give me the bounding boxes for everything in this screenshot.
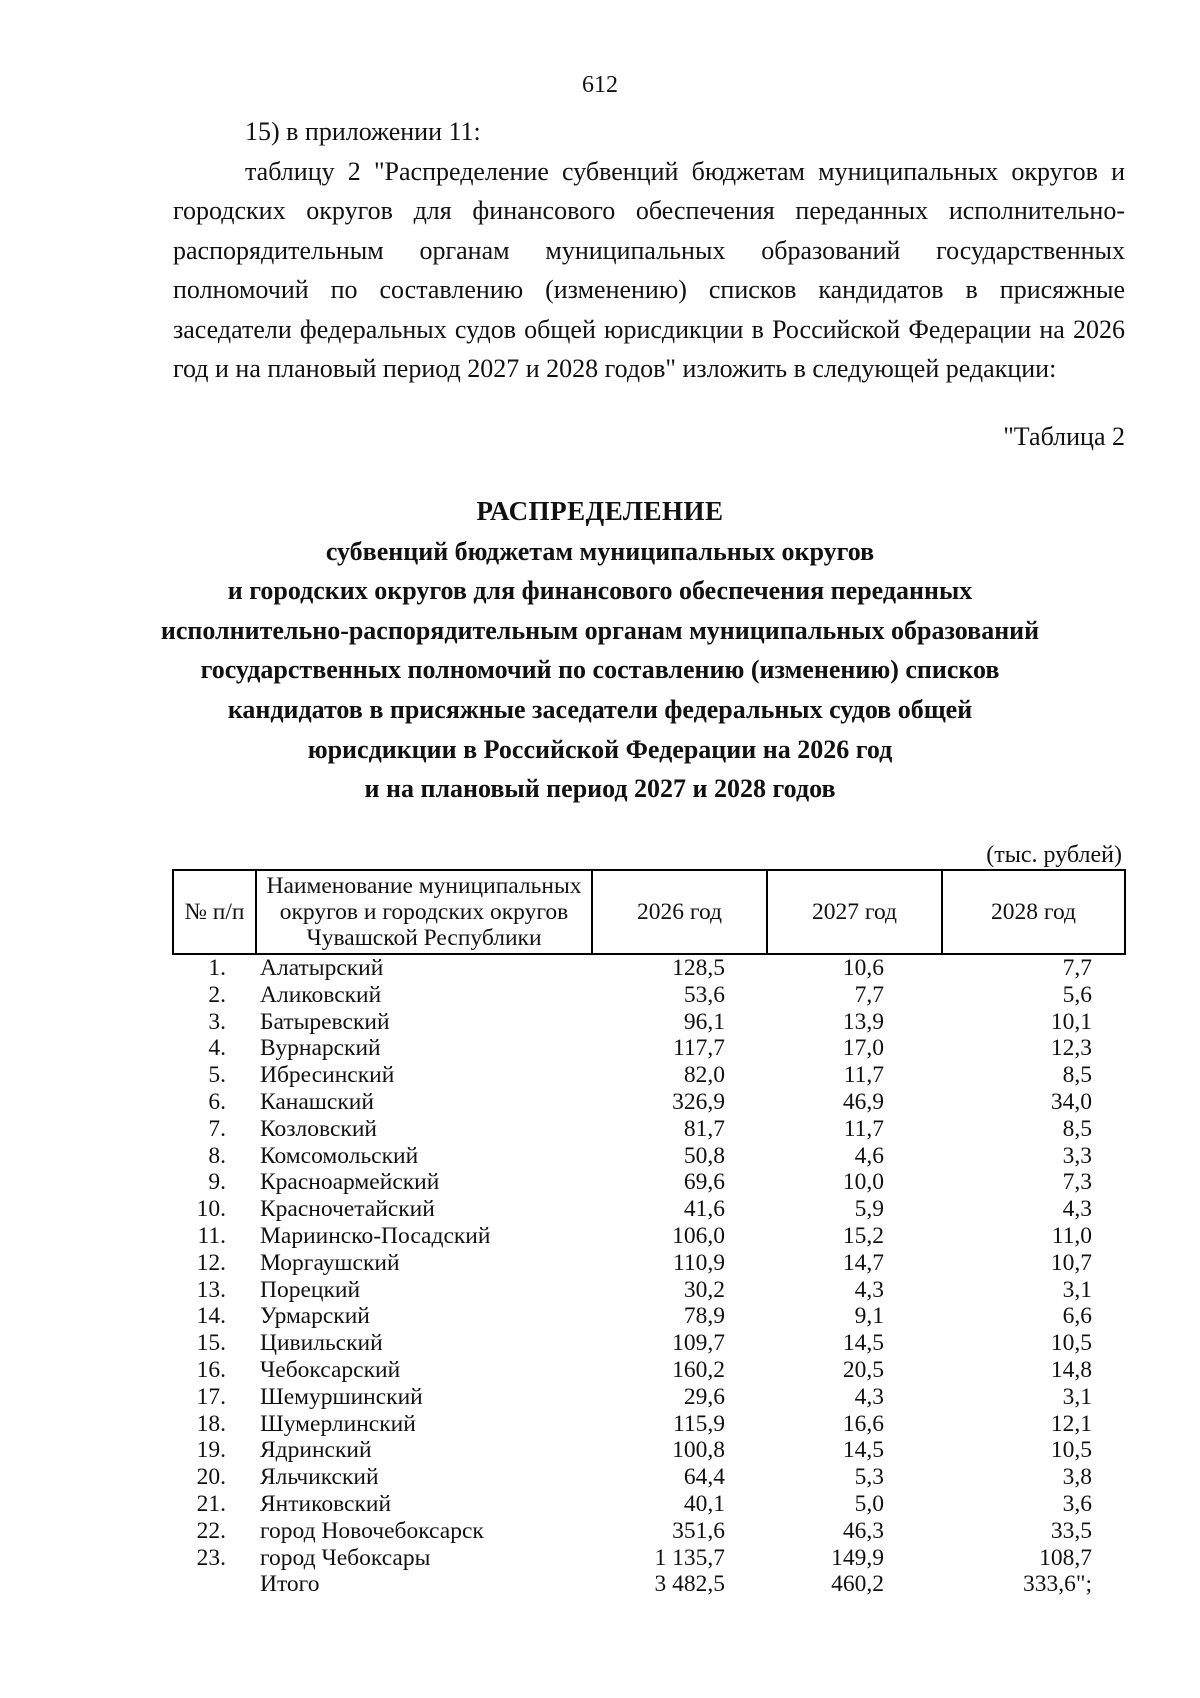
value-2028: 10,5	[1050, 1330, 1092, 1357]
table-row	[173, 982, 1125, 1009]
row-number: 7.	[208, 1115, 226, 1142]
value-2026: 41,6	[683, 1196, 725, 1223]
value-2026: 82,0	[683, 1062, 725, 1089]
table-row	[173, 1384, 1125, 1411]
row-name: Вурнарский	[260, 1035, 381, 1062]
value-2027: 460,2	[831, 1571, 884, 1598]
value-2027: 16,6	[842, 1410, 884, 1437]
units-note: (тыс. рублей)	[986, 842, 1122, 868]
row-name: Итого	[260, 1571, 320, 1598]
row-number: 10.	[196, 1196, 226, 1223]
value-2028: 34,0	[1050, 1088, 1092, 1115]
table-row	[173, 1116, 1125, 1143]
value-2026: 326,9	[672, 1088, 725, 1115]
row-number: 17.	[196, 1383, 226, 1410]
value-2028: 6,6	[1062, 1303, 1092, 1330]
value-2028: 3,1	[1062, 1276, 1092, 1303]
row-name: Шемуршинский	[260, 1383, 423, 1410]
row-number: 16.	[196, 1356, 226, 1383]
row-name: Шумерлинский	[260, 1410, 416, 1437]
value-2027: 5,3	[854, 1464, 884, 1491]
row-name: Батыревский	[260, 1008, 390, 1035]
header-2028: 2028 год	[942, 870, 1125, 954]
table-row	[173, 1089, 1125, 1116]
table-row	[173, 1357, 1125, 1384]
value-2027: 10,6	[842, 955, 884, 981]
value-2028: 10,1	[1050, 1008, 1092, 1035]
row-number: 3.	[208, 1008, 226, 1035]
value-2027: 5,9	[854, 1196, 884, 1223]
value-2027: 17,0	[842, 1035, 884, 1062]
document-title	[0, 492, 1200, 809]
header-name: Наименование муниципальных округов и городских округов Чувашской Республики	[256, 870, 592, 954]
title-line: исполнительно-распорядительным органам муниципальных образований	[160, 615, 1040, 645]
value-2026: 69,6	[683, 1169, 725, 1196]
value-2027: 11,7	[843, 1062, 884, 1089]
value-2028: 7,3	[1062, 1169, 1092, 1196]
intro-text	[173, 112, 1125, 389]
row-number: 1.	[208, 955, 226, 981]
value-2028: 108,7	[1039, 1544, 1092, 1571]
amendment-item: 15) в приложении 11:	[245, 117, 481, 146]
header-num: № п/п	[173, 870, 256, 954]
title-line: юрисдикции в Российской Федерации на 2026 год	[307, 734, 893, 764]
table-row	[173, 1223, 1125, 1250]
value-2027: 4,6	[854, 1142, 884, 1169]
value-2028: 14,8	[1050, 1356, 1092, 1383]
table-row	[173, 1437, 1125, 1464]
value-2027: 4,3	[854, 1276, 884, 1303]
row-name: Ядринский	[260, 1437, 372, 1464]
value-2028: 5,6	[1062, 981, 1092, 1008]
value-2027: 46,9	[842, 1088, 884, 1115]
table-row	[173, 1464, 1125, 1491]
value-2026: 160,2	[672, 1356, 725, 1383]
value-2028: 11,0	[1051, 1222, 1092, 1249]
row-number: 13.	[196, 1276, 226, 1303]
table-row	[173, 1518, 1125, 1545]
row-name: Цивильский	[260, 1330, 383, 1357]
value-2028: 8,5	[1062, 1115, 1092, 1142]
value-2028: 12,1	[1050, 1410, 1092, 1437]
value-2026: 81,7	[683, 1115, 725, 1142]
value-2028: 8,5	[1062, 1062, 1092, 1089]
value-2028: 3,3	[1062, 1142, 1092, 1169]
value-2028: 3,1	[1062, 1383, 1092, 1410]
value-2027: 13,9	[842, 1008, 884, 1035]
value-2027: 9,1	[854, 1303, 884, 1330]
row-name: Алатырский	[260, 955, 384, 981]
value-2026: 109,7	[672, 1330, 725, 1357]
value-2026: 1 135,7	[654, 1544, 725, 1571]
value-2027: 10,0	[842, 1169, 884, 1196]
title-line: государственных полномочий по составлению (изменению) списков	[200, 655, 1000, 685]
amendment-body: таблицу 2 "Распределение субвенций бюджетам муниципальных округов и городских округов для финансового обеспечения переданных исполнительно-распорядительным органам муниципальных образований государственных полномочий по составлению (изменению) списков кандидатов в присяжные заседатели федеральных судов общей юрисдикции в Российской Федерации на 2026 год и на плановый период 2027 и 2028 годов" изложить в следующей редакции:	[173, 156, 1125, 383]
value-2028: 10,5	[1050, 1437, 1092, 1464]
value-2027: 5,0	[854, 1490, 884, 1517]
title-line: кандидатов в присяжные заседатели федеральных судов общей	[227, 694, 973, 724]
value-2026: 64,4	[683, 1464, 725, 1491]
value-2027: 4,3	[854, 1383, 884, 1410]
row-name: Козловский	[260, 1115, 377, 1142]
row-number: 15.	[196, 1330, 226, 1357]
value-2026: 78,9	[683, 1303, 725, 1330]
row-number: 9.	[208, 1169, 226, 1196]
value-2028: 3,8	[1062, 1464, 1092, 1491]
row-name: Яльчикский	[260, 1464, 379, 1491]
row-number: 5.	[208, 1062, 226, 1089]
title-heading: РАСПРЕДЕЛЕНИЕ	[476, 496, 724, 526]
row-number: 18.	[196, 1410, 226, 1437]
row-number: 12.	[196, 1249, 226, 1276]
table-row	[173, 1250, 1125, 1277]
table-row	[173, 1330, 1125, 1357]
row-number: 23.	[196, 1544, 226, 1571]
value-2026: 351,6	[672, 1517, 725, 1544]
value-2027: 7,7	[854, 981, 884, 1008]
subvention-table	[172, 869, 1126, 1598]
row-number: 4.	[208, 1035, 226, 1062]
table-row	[173, 1196, 1125, 1223]
page-number: 612	[582, 72, 618, 98]
value-2028: 12,3	[1050, 1035, 1092, 1062]
value-2027: 15,2	[842, 1222, 884, 1249]
row-name: Канашский	[260, 1088, 374, 1115]
row-number	[173, 1571, 256, 1598]
value-2026: 40,1	[683, 1490, 725, 1517]
row-name: город Новочебоксарск	[260, 1517, 484, 1544]
title-line: субвенций бюджетам муниципальных округов	[325, 536, 875, 566]
title-line: и городских округов для финансового обеспечения переданных	[227, 576, 973, 606]
value-2026: 100,8	[672, 1437, 725, 1464]
value-2027: 11,7	[843, 1115, 884, 1142]
row-name: Янтиковский	[260, 1490, 392, 1517]
value-2028: 33,5	[1050, 1517, 1092, 1544]
value-2026: 128,5	[672, 955, 725, 981]
table-row	[173, 1303, 1125, 1330]
row-name: Моргаушский	[260, 1249, 400, 1276]
table-row	[173, 1009, 1125, 1036]
table-row	[173, 1169, 1125, 1196]
table-row	[173, 1143, 1125, 1170]
value-2028: 3,6	[1062, 1490, 1092, 1517]
table-row	[173, 1277, 1125, 1304]
row-number: 2.	[208, 981, 226, 1008]
row-number: 11.	[197, 1222, 226, 1249]
row-number: 8.	[208, 1142, 226, 1169]
row-number: 21.	[196, 1490, 226, 1517]
value-2028: 4,3	[1062, 1196, 1092, 1223]
table-body	[173, 954, 1125, 1598]
value-2026: 3 482,5	[654, 1571, 725, 1598]
value-2027: 14,7	[842, 1249, 884, 1276]
row-number: 22.	[196, 1517, 226, 1544]
table-row	[173, 954, 1125, 982]
row-name: Чебоксарский	[260, 1356, 401, 1383]
title-line: и на плановый период 2027 и 2028 годов	[364, 774, 836, 804]
row-number: 19.	[196, 1437, 226, 1464]
row-name: Комсомольский	[260, 1142, 419, 1169]
value-2027: 20,5	[842, 1356, 884, 1383]
value-2026: 53,6	[683, 981, 725, 1008]
row-name: город Чебоксары	[260, 1544, 431, 1571]
value-2026: 96,1	[683, 1008, 725, 1035]
value-2027: 149,9	[831, 1544, 884, 1571]
table-label: "Таблица 2	[1003, 422, 1125, 451]
table-row	[173, 1411, 1125, 1438]
value-2026: 110,9	[672, 1249, 725, 1276]
value-2027: 46,3	[842, 1517, 884, 1544]
value-2026: 50,8	[683, 1142, 725, 1169]
value-2027: 14,5	[842, 1330, 884, 1357]
value-2026: 117,7	[672, 1035, 725, 1062]
table-row	[173, 1545, 1125, 1572]
header-2026: 2026 год	[592, 870, 767, 954]
row-name: Красноармейский	[260, 1169, 440, 1196]
row-name: Порецкий	[260, 1276, 361, 1303]
row-number: 20.	[196, 1464, 226, 1491]
value-2026: 106,0	[672, 1222, 725, 1249]
table-row	[173, 1035, 1125, 1062]
table-total-row	[173, 1571, 1125, 1598]
table-header-row	[173, 870, 1125, 954]
row-number: 14.	[196, 1303, 226, 1330]
value-2028: 7,7	[1062, 955, 1092, 981]
value-2027: 14,5	[842, 1437, 884, 1464]
table-row	[173, 1491, 1125, 1518]
row-name: Мариинско-Посадский	[260, 1222, 491, 1249]
row-name: Красночетайский	[260, 1196, 435, 1223]
table-row	[173, 1062, 1125, 1089]
value-2028: 333,6";	[1023, 1571, 1092, 1598]
row-name: Урмарский	[260, 1303, 370, 1330]
value-2026: 115,9	[672, 1410, 725, 1437]
row-name: Ибресинский	[260, 1062, 395, 1089]
value-2028: 10,7	[1050, 1249, 1092, 1276]
value-2026: 30,2	[683, 1276, 725, 1303]
row-name: Аликовский	[260, 981, 382, 1008]
row-number: 6.	[208, 1088, 226, 1115]
header-2027: 2027 год	[767, 870, 942, 954]
value-2026: 29,6	[683, 1383, 725, 1410]
